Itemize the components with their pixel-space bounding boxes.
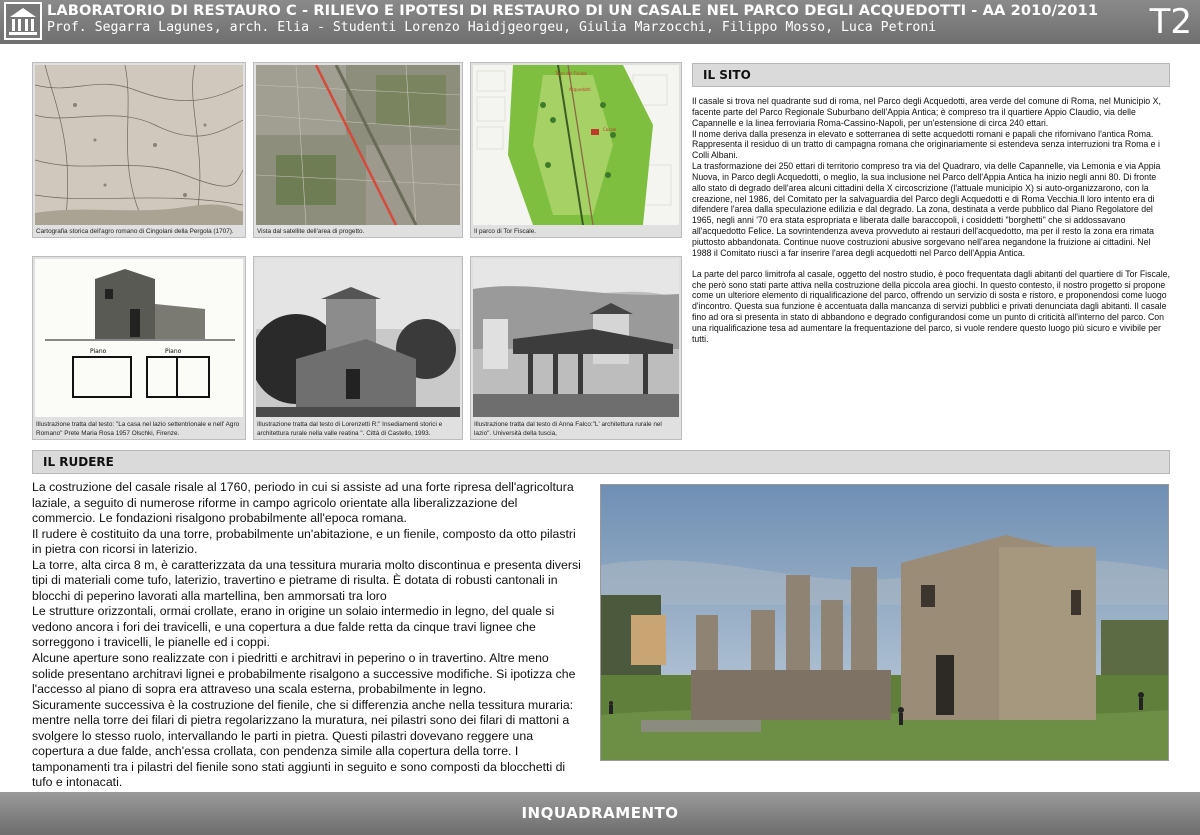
satellite-image [256, 65, 460, 225]
rudere-text [32, 480, 582, 791]
plan-drawing-panel [32, 256, 246, 440]
satellite-panel [253, 62, 463, 238]
rural-house-image [473, 259, 679, 417]
sito-paragraph-2: Il nome deriva dalla presenza in elevato e sotterranea di sette acquedotti romani e papali che rifornivano l'antica Roma. Rappresenta il residuo di un tratto di campagna romana che originariamente si estendeva senza interruzioni tra Roma e i Colli Albani. [692, 128, 1160, 161]
header-bar [0, 0, 1200, 44]
rudere-heading: IL RUDERE [43, 455, 114, 469]
tower-photo-image [256, 259, 460, 417]
tower-photo-caption: Illustrazione tratta dal testo di Lorenzetti R:" Insediamenti storici e architettura rurale nella valle reatina ". Città di Castello, 1993. [257, 421, 443, 437]
rudere-heading-bar [32, 450, 1170, 474]
plan-drawing-image [35, 259, 243, 417]
sito-paragraph-1: Il casale si trova nel quadrante sud di roma, nel Parco degli Acquedotti, area verde del comune di Roma, nel Municipio X, facente parte del Parco Regionale Suburbano dell'Appia Antica; è compreso tra il quartiere Appio Claudio, via delle Capannelle e la linea ferroviaria Roma-Cassino-Napoli, per un'estensione di circa 240 ettari. [692, 96, 1161, 128]
rudere-paragraph-4: Le strutture orizzontali, ormai crollate, erano in origine un solaio intermedio in legno, del quale si vedono ancora i fori dei travicelli, e una copertura a due falde retta da cinque travi lignee che sorreggono i travicelli, le pianelle ed i coppi. [32, 604, 555, 650]
park-map-panel [470, 62, 682, 238]
park-map-caption: Il parco di Tor Fiscale. [474, 228, 537, 235]
sito-paragraph-4: La parte del parco limitrofa al casale, oggetto del nostro studio, è poco frequentata dagli abitanti del quartiere di Tor Fiscale, che però sono stati parte attiva nella costruzione della piccola area giochi. In questo contesto, il nostro progetto si propone come un ulteriore elemento di riqualificazione del parco, offrendo un servizio di sosta e ristoro, e proponendosi come luogo d'incontro. Questa sua funzione è accentuata dalla mancanza di servizi pubblici e privati denunciata dagli abitanti. Il casale fino ad ora si presenta in stato di abbandono e degrado configurandosi come un punto di criticità all'interno del parco. Con una riqualificazione tesa ad aumentare la frequentazione del parco, si vuole rendere questo luogo più sicuro e vivibile per tutti. [692, 268, 1170, 344]
sito-paragraph-3: La trasformazione dei 250 ettari di territorio compreso tra via del Quadraro, via delle Capannelle, via Lemonia e via Appia Nuova, in Parco degli Acquedotti, o meglio, la sua inclusione nel Parco dell'Appia Antica ha inizio negli anni 80. Di fronte allo stato di degrado dell'area alcuni cittadini della X circoscrizione (l'attuale municipio X) si auto-organizzarono, con la creazione, nel 1986, del Comitato per la salvaguardia del Parco degli Acquedotti e di Roma Vecchia.Il loro intento era di difendere l'area dalla speculazione edilizia e dal degrado. La zona, destinata a verde pubblico dal Piano Regolatore del 1965, negli anni '70 era stata espropriata e liberata dalle baraccopoli, i cosiddetti "borghetti" che si addossavano all'acquedotto Felice. La sovrintendenza aveva provveduto ai restauri dell'acquedotto, ma per il resto la zona era rimata piuttosto abbandonata. Continue nuove costruzioni abusive sorgevano nell'area negandone la fruizione ai cittadini. Nel 1988 il Comitato riuscì a far inserire l'area degli acquedotti nel Parco dell'Appia Antica. [692, 161, 1161, 258]
rural-house-caption: Illustrazione tratta dal testo di Anna Falco:"L' architettura rurale nel lazio". Università della tuscia, [474, 421, 662, 437]
footer-bar [0, 792, 1200, 835]
satellite-caption: Vista dal satellite dell'area di progetto. [257, 228, 365, 235]
park-map-label-1: Acquedotti [569, 87, 591, 92]
poster-title: LABORATORIO DI RESTAURO C - RILIEVO E IPOTESI DI RESTAURO DI UN CASALE NEL PARCO DEGLI ACQUEDOTTI - AA 2010/2011 [47, 2, 1099, 19]
sito-heading-bar [692, 63, 1170, 87]
historic-map-panel [32, 62, 246, 238]
rural-house-panel [470, 256, 682, 440]
rudere-paragraph-3: La torre, alta circa 8 m, è caratterizzata da una tessitura muraria molto discontinua e presenta diversi tipi di materiali come tufo, laterizio, travertino e pietrame di risulta. È dotata di robusti cantonali in blocchi di peperino lavorati alla martellina, ben ammorsati tra loro [32, 557, 581, 603]
footer-label: INQUADRAMENTO [521, 804, 679, 822]
sito-text [692, 96, 1170, 345]
rudere-paragraph-5: Alcune aperture sono realizzate con i piedritti e architravi in peperino o in travertino. Altre meno solide presentano architravi lignei e probabilmente risalgono a successive modifiche. Si ipotizza che l'accesso al piano di sopra era attraveso una scala esterna, probabilmente in legno. [32, 651, 576, 697]
svg-text:Piano: Piano [165, 348, 182, 355]
ruin-photo [600, 484, 1169, 761]
university-temple-logo [4, 2, 42, 40]
sito-heading: IL SITO [703, 68, 751, 82]
historic-map-caption: Cartografia storica dell'agro romano di Cingolani della Pergola (1707). [36, 228, 234, 235]
poster-authors: Prof. Segarra Lagunes, arch. Elia - Studenti Lorenzo Haidjgeorgeu, Giulia Marzocchi, Filippo Mosso, Luca Petroni [47, 20, 937, 35]
plan-drawing-caption: Illustrazione tratta dal testo: "La casa nel lazio settentrionale e nell' Agro Romano" Prete Maria Rosa 1957 Olschki, Firenze. [36, 421, 240, 437]
rudere-paragraph-6: Sicuramente successiva è la costruzione del fienile, che si differenzia anche nella tessitura muraria: mentre nella torre dei filari di pietra regolarizzano la muratura, nei pilastri sono dei filari di mattoni a svolgere lo stesso ruolo, intervallando le parti in pietra. Questi pilastri dovevano reggere una copertura a due falde, anch'essa crollata, con pendenza simile alla copertura della torre. I tamponamenti tra i pilastri del fienile sono stati aggiunti in seguito e sono composti da blocchetti di tufo e intonacati. [32, 697, 574, 790]
casale-marker [591, 129, 599, 135]
rudere-paragraph-1: La costruzione del casale risale al 1760, periodo in cui si assiste ad una forte ripresa dell'agricoltura laziale, a seguito di numerose riforme in campo agricolo orientate alla liberalizzazione del commercio. Le fondazioni risalgono probabilmente all'epoca romana. [32, 480, 574, 526]
rudere-paragraph-2: Il rudere è costituito da una torre, probabilmente un'abitazione, e un fienile, composto da otto pilastri in pietra con ricorsi in laterizio. [32, 526, 576, 557]
park-map-label-0: Torre del Fiscale [555, 71, 587, 76]
table-code: T2 [1149, 2, 1192, 42]
svg-text:Piano: Piano [90, 348, 107, 355]
park-map-image [473, 65, 679, 225]
tower-photo-panel [253, 256, 463, 440]
park-map-label-2: Casale [603, 127, 617, 132]
historic-map-image [35, 65, 243, 225]
